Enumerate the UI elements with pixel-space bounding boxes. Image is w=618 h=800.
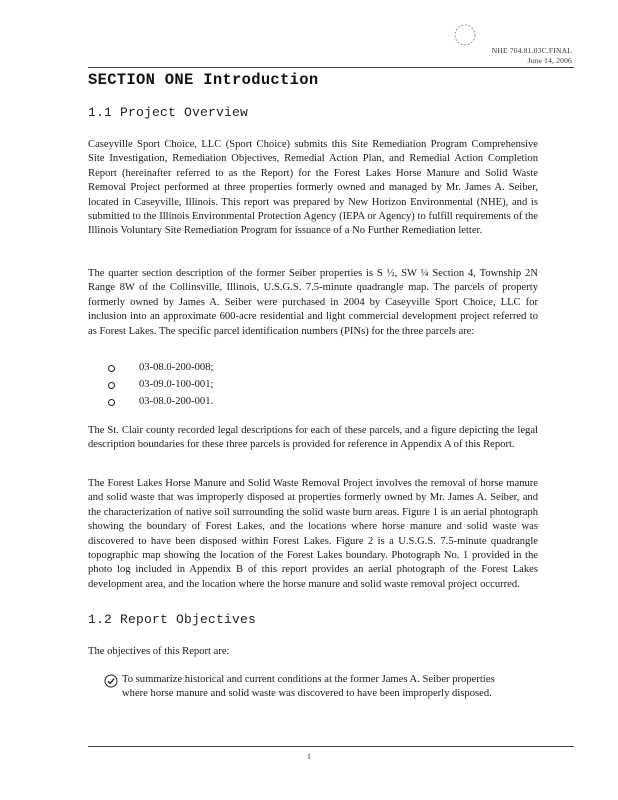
objective-text: To summarize historical and current conditions at the former James A. Seiber properties where horse manure and solid waste was discovered to have been improperly disposed. — [122, 674, 495, 700]
bullet-icon — [108, 365, 115, 372]
list-item — [108, 377, 213, 394]
paragraph-introduction: Caseyville Sport Choice, LLC (Sport Choice) submits this Site Remediation Program Comprehensive Site Investigation, Remediation Objectives, Remedial Action Plan, and Remedial Action Completion Report (hereinafter referred to as the Report) for the Forest Lakes Horse Manure and Solid Waste Removal Project performed at three properties formerly owned and managed by Mr. James A. Seiber, located in Caseyville, Illinois. This report was prepared by New Horizon Environmental (NHE), and is submitted to the Illinois Environmental Protection Agency (IEPA or Agency) to fulfill requirements of the Illinois Voluntary Site Remediation Program for issuance of a No Further Remediation letter. — [88, 139, 538, 237]
paragraph-property-description: The quarter section description of the former Seiber properties is S ½, SW ¼ Section 4, Township 2N Range 8W of the Collinsville, Illinois, U.S.G.S. 7.5-minute quadrangle map. The parcels of property formerly owned by James A. Seiber were purchased in 2004 by Caseyville Sport Choice, LLC for inclusion into an approximate 600-acre residential and light commercial development project referred to as Forest Lakes. The specific parcel identification numbers (PINs) for the three parcels are: — [88, 268, 538, 337]
document-reference: NHE 704.81.03C.FINAL — [491, 46, 572, 55]
parcel-list — [108, 360, 213, 411]
objectives-intro: The objectives of this Report are: — [88, 646, 230, 657]
document-date: June 14, 2006 — [527, 56, 572, 65]
paragraph-project-description: The Forest Lakes Horse Manure and Solid Waste Removal Project involves the removal of horse manure and solid waste that was improperly disposed at properties formerly owned by Mr. James A. Seiber, and the characterization of native soil surrounding the solid waste burn areas. Figure 1 is an aerial photograph showing the boundary of Forest Lakes, and the locations where horse manure and solid waste was discovered to have been disposed within Forest Lakes. Figure 2 is a U.S.G.S. 7.5-minute quadrangle topographic map showing the location of the Forest Lakes boundary. Photograph No. 1 provided in the photo log included in Appendix B of this report provides an aerial photograph of the Forest Lakes development area, and the location where the horse manure and solid waste removal project occurred. — [88, 478, 538, 590]
circular-stamp-icon — [452, 22, 478, 48]
parcel-number: 03-08.0-200-001. — [139, 396, 214, 408]
list-item — [108, 394, 213, 411]
list-item — [108, 360, 213, 377]
parcel-number: 03-09.0-100-001; — [139, 379, 214, 391]
footer-divider — [88, 746, 574, 747]
list-item — [100, 673, 520, 702]
paragraph-legal-descriptions: The St. Clair county recorded legal descriptions for each of these parcels, and a figure depicting the legal description boundaries for these three parcels is provided for reference in Appendix A of this Report. — [88, 425, 538, 451]
header-divider — [88, 67, 574, 68]
parcel-number: 03-08.0-200-008; — [139, 362, 214, 374]
page-number: 1 — [307, 752, 311, 761]
bullet-icon — [108, 399, 115, 406]
bullet-icon — [108, 382, 115, 389]
subsection-title-report-objectives: 1.2 Report Objectives — [88, 612, 257, 627]
subsection-title-project-overview: 1.1 Project Overview — [88, 105, 249, 120]
checkmark-bullet-icon — [100, 674, 122, 688]
objectives-list — [100, 673, 520, 702]
section-title: SECTION ONE Introduction — [88, 71, 319, 89]
